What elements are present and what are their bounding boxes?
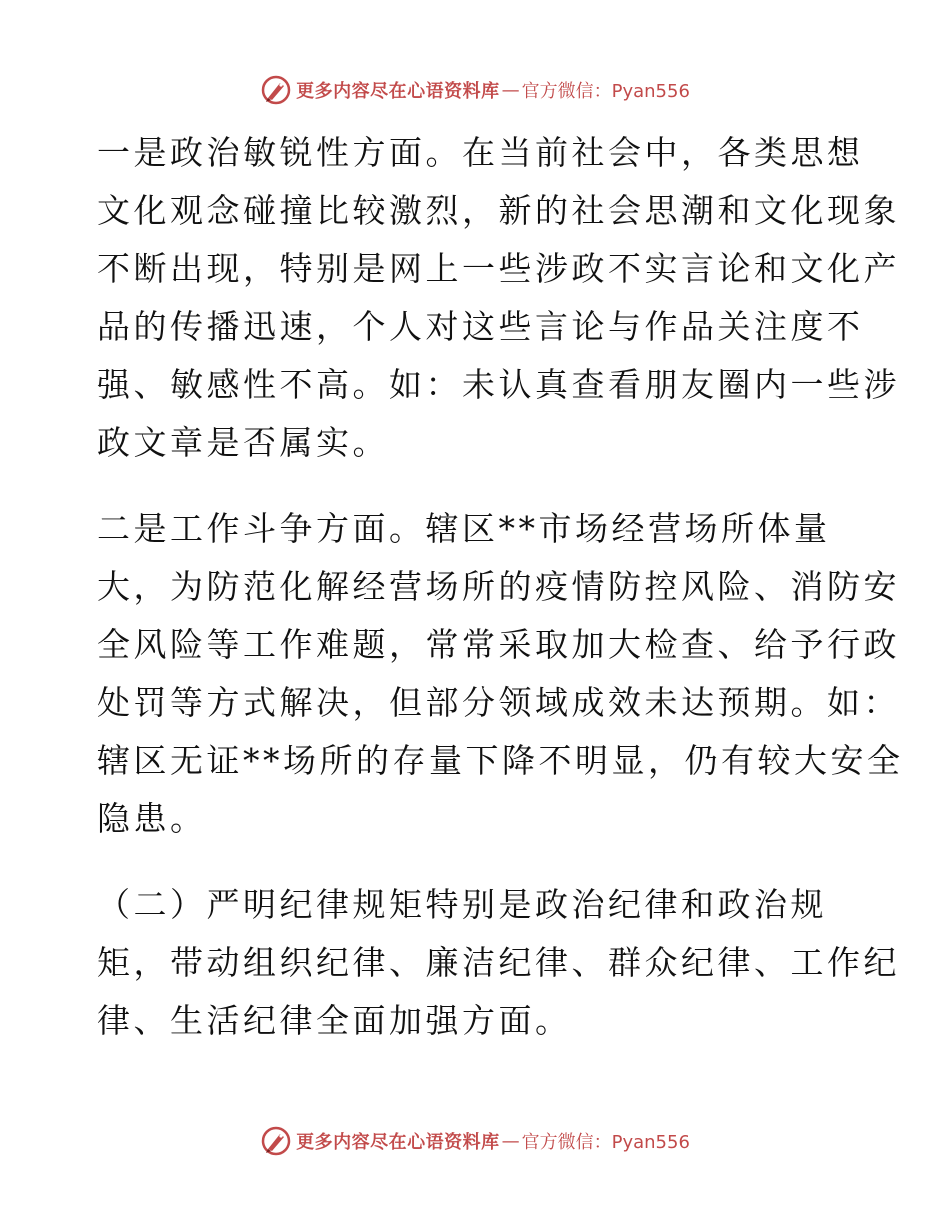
text-line: 强、敏感性不高。如：未认真查看朋友圈内一些涉 (97, 365, 900, 404)
pen-logo-icon (260, 74, 292, 106)
text-line: 律、生活纪律全面加强方面。 (97, 1001, 572, 1040)
text-line: 全风险等工作难题，常常采取加大检查、给予行政 (97, 625, 900, 664)
text-line: 二是工作斗争方面。辖区**市场经营场所体量 (97, 509, 831, 548)
document-body (97, 124, 904, 1078)
text-line: 处罚等方式解决，但部分领域成效未达预期。如： (97, 683, 900, 722)
paragraph-political-sensitivity (97, 124, 900, 472)
text-line: 政文章是否属实。 (97, 423, 389, 462)
banner-wechat-id: 官方微信：Pyan556 (521, 81, 690, 102)
text-line: 文化观念碰撞比较激烈，新的社会思潮和文化现象 (97, 191, 900, 230)
banner-title: 更多内容尽在心语资料库 (296, 1132, 500, 1153)
text-line: 品的传播迅速，个人对这些言论与作品关注度不 (97, 307, 864, 346)
text-line: 隐患。 (97, 799, 207, 838)
footer-banner (0, 1121, 950, 1161)
banner-dash: — (501, 79, 520, 101)
banner-dash: — (501, 1130, 520, 1152)
header-banner (0, 70, 950, 110)
text-line: （二）严明纪律规矩特别是政治纪律和政治规 (97, 885, 827, 924)
banner-wechat-id: 官方微信：Pyan556 (521, 1132, 690, 1153)
paragraph-work-struggle (97, 500, 904, 848)
banner-title: 更多内容尽在心语资料库 (296, 81, 500, 102)
text-line: 辖区无证**场所的存量下降不明显，仍有较大安全 (97, 741, 904, 780)
text-line: 不断出现，特别是网上一些涉政不实言论和文化产 (97, 249, 900, 288)
text-line: 大，为防范化解经营场所的疫情防控风险、消防安 (97, 567, 900, 606)
text-line: 一是政治敏锐性方面。在当前社会中，各类思想 (97, 133, 864, 172)
text-line: 矩，带动组织纪律、廉洁纪律、群众纪律、工作纪 (97, 943, 900, 982)
pen-logo-icon (260, 1125, 292, 1157)
paragraph-discipline (97, 876, 900, 1050)
